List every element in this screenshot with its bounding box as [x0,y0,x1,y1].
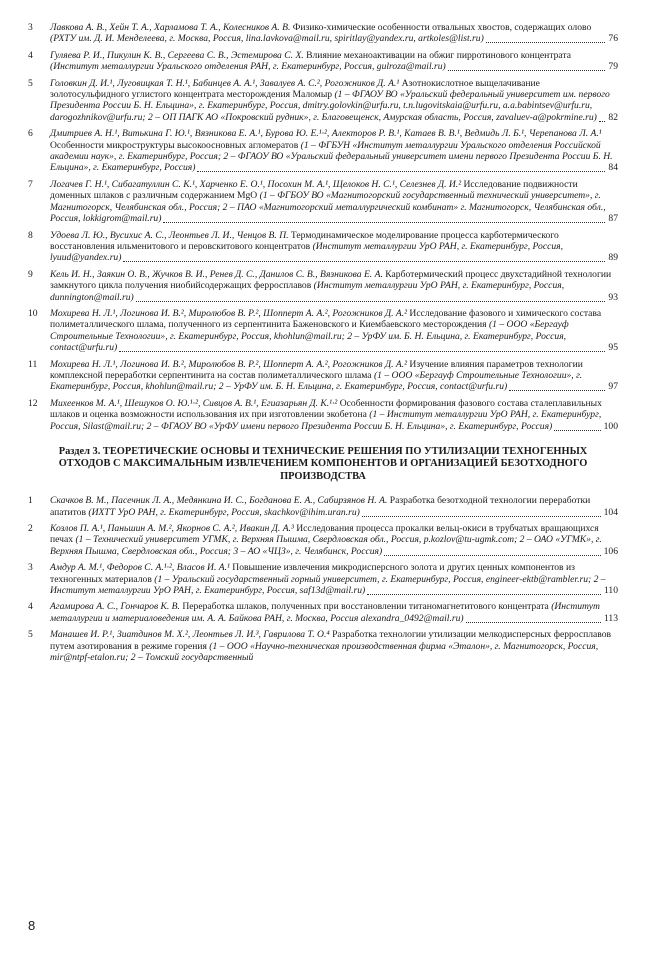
entry-authors: Мохирева Н. Л.¹, Логинова И. В.², Миролюбов В. Р.², Шопперт А. А.², Рогожников Д. А.² [50,307,407,319]
entry-number: 8 [28,229,33,241]
entry-number: 7 [28,178,33,190]
entry-number: 6 [28,128,33,140]
entry-page-number: 93 [608,291,618,303]
entry-affiliation: (Институт металлургии УрО РАН, г. Екатеринбург, Россия, lyuud@yandex.ru) [50,240,564,264]
entry-number: 3 [28,562,33,574]
toc-entry [28,523,618,557]
entry-title: Разработка технологии утилизации мелкодисперсных ферросплавов путем азотирования в режиме горения [50,629,612,652]
leader-dots [362,515,601,517]
entry-page-number: 113 [603,612,618,624]
entry-authors: Дмитриев А. Н.¹, Витькина Г. Ю.¹, Вязникова Е. А.¹, Бурова Ю. Е.¹·², Алекторов Р. В.¹, Катаев В. В.¹, Ведмидь Л. Б.¹, Черепанова Л. А.¹ [50,128,602,140]
entry-number: 3 [28,22,33,33]
entry-title: Физико-химические особенности отвальных хвостов, содержащих олово [290,22,592,33]
entry-page-number: 87 [608,213,618,225]
page-number: 8 [28,918,36,933]
entry-number: 5 [28,629,33,641]
toc-entry [28,359,618,393]
entry-title: Исследование фазового и химического состава полиметаллического шлама, полученного из серпентинита Баженовского и Киембаевского месторождения [50,307,602,331]
entry-affiliation: (1 – Уральский государственный горный университет, г. Екатеринбург, Россия, engineer-ektb@rambler.ru; 2 – Институт металлургии УрО РАН, г. Екатеринбург, Россия, saf13d@mail.ru) [50,573,606,597]
entry-authors: Амдур А. М.¹, Федоров С. А.¹·², Власов И. А.¹ [50,562,230,574]
entry-title: Особенности микроструктуры высокоосновных агломератов [50,139,301,151]
entry-body [50,629,618,663]
leader-dots [136,300,606,302]
entry-authors: Мохирева Н. Л.¹, Логинова И. В.², Миролюбов В. Р.², Шопперт А. А.², Рогожников Д. А.² [50,358,407,370]
leader-dots [384,554,600,556]
leader-dots [554,429,600,431]
entry-number: 5 [28,77,33,89]
entry-body [50,50,618,73]
leader-dots [599,120,606,122]
entry-title: Повышение извлечения микродисперсного золота и других ценных компонентов из техногенных материалов [50,562,575,585]
entry-title: Разработка безотходной технологии переработки апатитов [50,495,591,518]
entry-authors: Кель И. Н., Заякин О. В., Жучков В. И., Ренев Д. С., Данилов С. В., Вязникова Е. А. [50,268,383,280]
entry-page-number: 95 [608,342,618,354]
entry-body [50,562,618,596]
entry-body [50,22,618,45]
leader-dots [119,350,605,352]
entry-authors: Головкин Д. И.¹, Луговицкая Т. Н.¹, Бабинцев А. А.¹, Завалуев А. С.², Рогожников Д. А.¹ [50,77,400,89]
toc-entry [28,269,618,303]
entry-affiliation: (Институт металлургии Уральского отделения РАН, г. Екатеринбург, Россия, gulroza@mail.ru) [50,61,446,73]
toc-entry [28,601,618,624]
leader-dots [197,170,605,172]
toc-entry [28,128,618,174]
toc-entry [28,230,618,264]
entry-page-number: 110 [603,585,618,597]
entry-affiliation: (1 – ФГБУН «Институт металлургии Уральского отделения Российской академии наук», г. Екатеринбург, Россия; 2 – ФГАОУ ВО «Уральский федеральный университет имени первого Президента России Б. Н. Ельцина», г. Екатеринбург, Россия) [50,139,613,174]
entry-title: Влияние механоактивации на обжиг пирротинового концентрата [303,49,572,61]
entry-affiliation: (1 – ООО «Научно-техническая производственная фирма «Эталон», г. Магнитогорск, Россия, mir@ntpf-etalon.ru; 2 – Томский государственный [50,640,599,664]
leader-dots [448,69,606,71]
entry-affiliation: (ИХТТ УрО РАН, г. Екатеринбург, Россия, skachkov@ihim.uran.ru) [88,506,360,518]
entry-page-number: 79 [608,61,618,73]
entry-body [50,128,618,174]
toc-list-section-2 [28,22,618,432]
toc-entry [28,50,618,73]
entry-authors: Лавкова А. В., Хейн Т. А., Харламова Т. А., Колесников А. В. [50,22,291,33]
leader-dots [466,621,601,623]
leader-dots [367,593,601,595]
entry-affiliation: (1 – Технический университет УГМК, г. Верхняя Пышма, Свердловская обл., Россия, p.kozlov@tu-ugmk.com; 2 – ОАО «УГМК», г. Верхняя Пышма, Свердловская обл., Россия; 3 – АО «ЧЦЗ», г. Челябинск, Россия) [50,534,602,557]
entry-page-number: 100 [603,420,618,432]
entry-title: Термодинамическое моделирование процесса карботермического восстановления ильменитового и перовскитового концентратов [50,229,559,252]
entry-authors: Скачков В. М., Пасечник Л. А., Медянкина И. С., Богданова Е. А., Сабирзянов Н. А. [50,495,388,507]
entry-body [50,523,618,557]
entry-affiliation: (РХТУ им. Д. И. Менделеева, г. Москва, Россия, lina.lavkova@mail.ru, spiritlay@yandex.ru, artkoles@list.ru) [50,33,484,45]
entry-title: Переработка шлаков, полученных при восстановлении титаномагнетитового концентрата [179,601,552,613]
toc-list-section-3 [28,495,618,663]
entry-body [50,269,618,303]
section-3-heading: Раздел 3. ТЕОРЕТИЧЕСКИЕ ОСНОВЫ И ТЕХНИЧЕСКИЕ РЕШЕНИЯ ПО УТИЛИЗАЦИИ ТЕХНОГЕННЫХ ОТХОДОВ С МАКСИМАЛЬНЫМ ИЗВЛЕЧЕНИЕМ КОМПОНЕНТОВ И ОРГАНИЗАЦИЕЙ БЕЗОТХОДНОГО ПРОИЗВОДСТВА [58,446,588,482]
entry-number: 10 [28,307,38,319]
entry-page-number: 106 [603,545,618,557]
leader-dots [163,221,605,223]
toc-entry [28,495,618,518]
entry-page-number: 76 [608,33,618,45]
entry-authors: Гуляева Р. И., Пикулин К. В., Сергеева С. В., Эстемирова С. Х. [50,49,304,61]
toc-page [28,22,618,669]
entry-number: 9 [28,268,33,280]
entry-affiliation: (Институт металлургии УрО РАН, г. Екатеринбург, Россия, dunnington@mail.ru) [50,280,565,303]
toc-entry [28,562,618,596]
toc-entry [28,629,618,663]
entry-title: Исследование подвижности доменных шлаков с различным содержанием MgO [50,178,578,202]
entry-page-number: 104 [603,506,618,518]
entry-page-number: 97 [608,381,618,393]
entry-authors: Михеенков М. А.¹, Шешуков О. Ю.¹·², Сивцов А. В.¹, Егиазарьян Д. К.¹·² [50,397,338,409]
entry-authors: Козлов П. А.¹, Паньшин А. М.², Якорнов С. А.², Ивакин Д. А.³ [50,523,294,535]
entry-affiliation: (Институт металлургии и материаловедения им. А. А. Байкова РАН, г. Москва, Россия alexandra_0492@mail.ru) [50,601,600,624]
entry-title: Карботермический процесс двухстадийной технологии замкнутого цикла получения ниобийсодержащих ферросплавов [50,268,612,292]
entry-authors: Манашев И. Р.¹, Зиатдинов М. Х.², Леонтьев Л. И.³, Гаврилова Т. О.⁴ [50,629,330,641]
toc-entry [28,308,618,354]
entry-body [50,78,618,124]
toc-entry [28,22,618,45]
entry-affiliation: (1 – ФГАОУ ВО «Уральский федеральный университет им. первого Президента России Б. Н. Ельцина», г. Екатеринбург, Россия, dmitry.golovkin@urfu.ru, t.n.lugovitskaia@urfu.ru, a.a.babintsev@urfu.ru, darogozhnikov@urfu.ru; 2 – ОП ПАГК АО «Покровский рудник», г. Благовещенск, Амурская область, Россия, zavaluev-a@pokrmine.ru) [50,89,610,123]
entry-affiliation: (1 – ФГБОУ ВО «Магнитогорский государственный технический университет», г. Магнитогорск, Челябинская обл., Россия; 2 – ПАО «Магнитогорский металлургический комбинат» г. Магнитогорск, Челябинская обл., Россия, lokkigrom@mail.ru) [50,190,606,225]
entry-title: Исследования процесса прокалки вельц-окиси в трубчатых вращающихся печах [50,523,599,546]
entry-body [50,601,618,624]
entry-number: 1 [28,495,33,507]
entry-number: 12 [28,397,38,409]
entry-authors: Логачев Г. Н.¹, Сибагатуллин С. К.¹, Харченко Е. О.¹, Посохин М. А.¹, Щелоков Н. С.¹, Селезнев Д. И.² [50,178,462,190]
entry-authors: Агамирова А. С., Гончаров К. В. [50,601,180,613]
toc-entry [28,179,618,225]
entry-title: Особенности формирования фазового состава сталеплавильных шлаков и оценка возможности использования их при изготовлении экобетона [50,397,602,421]
entry-body [50,398,618,432]
entry-body [50,359,618,393]
entry-body [50,495,618,518]
entry-page-number: 82 [608,111,618,123]
entry-body [50,179,618,225]
entry-body [50,308,618,354]
entry-number: 4 [28,49,33,61]
leader-dots [123,260,605,262]
entry-title: Изучение влияния параметров технологии комплексной переработки серпентинита на состав полиметаллического шлама [50,358,583,381]
entry-number: 2 [28,523,33,535]
toc-entry [28,78,618,124]
entry-affiliation: (1 – ООО «Бергауф Строительные Технологии», г. Екатеринбург, Россия, khohlun@mail.ru; 2 – УрФУ им. Б. Н. Ельцина, г. Екатеринбург, Россия, contact@urfu.ru) [50,369,583,393]
entry-title: Азотнокислотное выщелачивание золотосульфидного углистого концентрата месторождения Маломыр [50,77,540,101]
leader-dots [486,41,606,43]
entry-page-number: 89 [608,252,618,264]
leader-dots [509,389,605,391]
entry-affiliation: (1 – ООО «Бергауф Строительные Технологии», г. Екатеринбург, Россия, khohlun@mail.ru; 2 – УрФУ им. Б. Н. Ельцина, г. Екатеринбург, Россия, contact@urfu.ru) [50,319,569,354]
entry-number: 11 [28,358,38,370]
entry-affiliation: (1 – Институт металлургии УрО РАН, г. Екатеринбург, Россия, Silast@mail.ru; 2 – ФГАОУ ВО «УрФУ имени первого Президента России Б. Н. Ельцина», г. Екатеринбург, Россия) [50,409,602,432]
entry-body [50,230,618,264]
entry-authors: Удоева Л. Ю., Вусихис А. С., Леонтьев Л. И., Ченцов В. П. [50,229,289,241]
entry-number: 4 [28,601,33,613]
entry-page-number: 84 [608,162,618,174]
toc-entry [28,398,618,432]
